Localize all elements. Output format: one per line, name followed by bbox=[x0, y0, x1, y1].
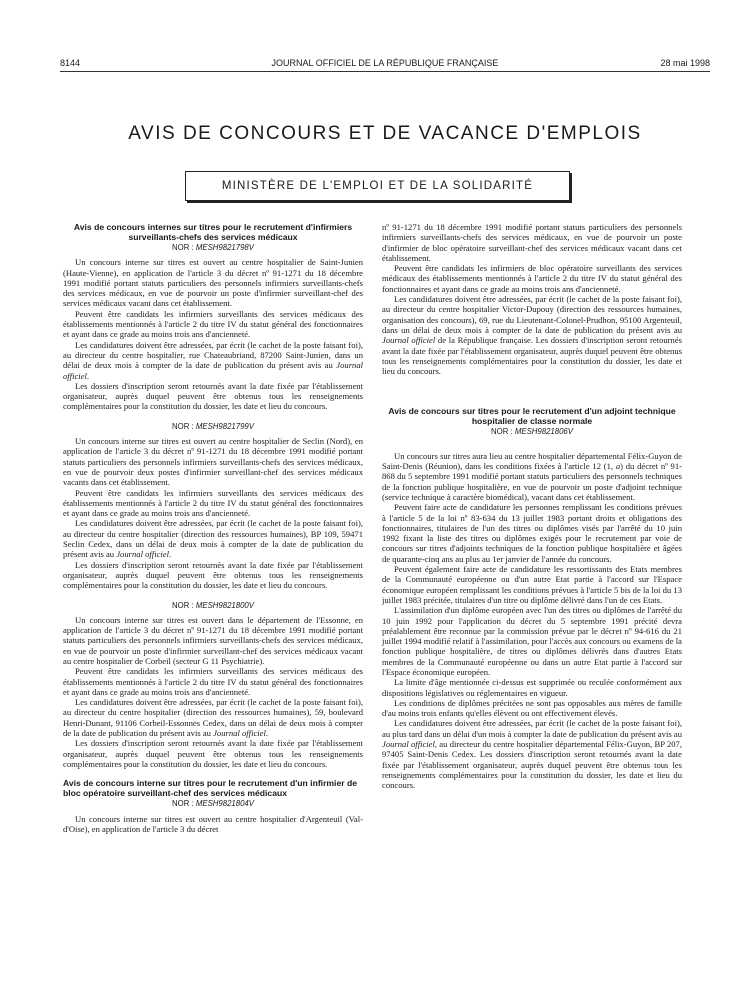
issue-date: 28 mai 1998 bbox=[660, 58, 710, 68]
main-title: AVIS DE CONCOURS ET DE VACANCE D'EMPLOIS bbox=[128, 123, 642, 144]
journal-officiel-ref: Journal officiel bbox=[382, 335, 436, 346]
paragraph: Un concours sur titres aura lieu au centre hospitalier départemental Félix-Guyon de Saint-Denis (Réunion), dans les conditions fixées à l'article 12 (1, a) du décret nº 91-868 du 5 septembre 1991 modifié portant statuts particuliers des personnels techniques de la fonction publique hospitalière, en vue de pourvoir un poste d'adjoint technique (service technique à caractère biomédical), vacant dans cet établissement. bbox=[382, 450, 682, 502]
paragraph: Les conditions de diplômes précitées ne sont pas opposables aux mères de famille d'au moins trois enfants qu'elles élèvent ou ont effectivement élevés. bbox=[382, 697, 682, 719]
paragraph: Les dossiers d'inscription seront retournés avant la date fixée par l'établissement organisateur, auprès duquel peuvent être obtenus tous les renseignements complémentaires pour la constitution du dossier, les date et lieu du concours. bbox=[63, 738, 363, 769]
paragraph: nº 91-1271 du 18 décembre 1991 modifié portant statuts particuliers des personnels infirmiers surveillants-chefs des services médicaux, en vue de pourvoir un poste d'infirmier de bloc opératoire surveillant-chef des services médicaux vacant dans cet établissement. bbox=[382, 222, 682, 263]
journal-officiel-ref: Journal officiel bbox=[213, 728, 266, 739]
right-column bbox=[382, 222, 682, 791]
paragraph: Les dossiers d'inscription seront retournés avant la date fixée par l'établissement organisateur, auprès duquel peuvent être obtenus tous les renseignements complémentaires pour la constitution du dossier, les date et lieu du concours. bbox=[63, 559, 363, 591]
notice-title: Avis de concours interne sur titres pour le recrutement d'un infirmier de bloc opératoire surveillant-chef des services médicaux bbox=[63, 778, 357, 799]
nor-code: MESH9821800V bbox=[195, 600, 254, 610]
paragraph: La limite d'âge mentionnée ci-dessus est supprimée ou reculée conformément aux dispositions législatives ou réglementaires en vigueur. bbox=[382, 677, 682, 698]
notice-title: Avis de concours internes sur titres pour le recrutement d'infirmiers surveillants-chefs des services médicaux bbox=[73, 222, 353, 242]
nor-code: MESH9821806V bbox=[514, 427, 573, 437]
nor-reference: NOR : MESH9821798V bbox=[172, 243, 254, 252]
nor-reference: NOR : MESH9821799V bbox=[172, 421, 254, 431]
paragraph: Un concours interne sur titres est ouvert dans le département de l'Essonne, en application de l'article 3 du décret nº 91-1271 du 18 décembre 1991 modifié portant statuts particuliers des personnels infirmiers surveillants-chefs des services médicaux, en vue de pourvoir un poste d'infirmier surveillant-chef des services médicaux vacant au centre hospitalier de Corbeil (secteur G 11 Psychiatrie). bbox=[63, 614, 363, 666]
paragraph: Les candidatures doivent être adressées, par écrit (le cachet de la poste faisant foi), au directeur du centre hospitalier Victor-Dupouy (direction des ressources humaines, organisation des concours), 69, rue du Lieutenant-Colonel-Prudhon, 95100 Argenteuil, dans un délai de deux mois à compter de la date de publication du présent avis au Journal officiel de la République française. Les dossiers d'inscription seront retournés avant la date fixée par l'établissement organisateur, auprès duquel peuvent être obtenus tous les renseignements complémentaires pour la constitution du dossier, les date et lieu du concours. bbox=[382, 294, 682, 377]
journal-officiel-ref: Journal officiel bbox=[116, 549, 169, 560]
paragraph: Un concours interne sur titres est ouvert au centre hospitalier de Seclin (Nord), en application de l'article 3 du décret nº 91-1271 du 18 décembre 1991 modifié portant statuts particuliers des personnels infirmiers surveillants-chefs des services médicaux, en vue de pourvoir deux postes d'infirmier surveillant-chef des services médicaux vacants dans cet établissement. bbox=[63, 436, 363, 488]
paragraph: L'assimilation d'un diplôme européen avec l'un des titres ou diplômes de l'arrêté du 10 juin 1992 pour l'application du décret du 5 septembre 1991 précité devra préalablement être reconnue par la commission prévue par le décret nº 94-616 du 21 juillet 1994 modifié relatif à l'assimilation, pour l'accès aux concours ou examens de la fonction publique hospitalière, de titres ou diplômes délivrés dans d'autres Etats membres de la Communauté européenne ou dans un autre Etat partie à l'accord sur l'Espace économique européen. bbox=[382, 605, 682, 677]
paragraph: Peuvent faire acte de candidature les personnes remplissant les conditions prévues à l'article 5 de la loi nº 83-634 du 13 juillet 1983 portant droits et obligations des fonctionnaires, titulaires de l'un des titres ou diplômes visés par l'arrêté du 10 juin 1992 fixant la liste des titres ou diplômes exigés pour le recrutement par voie de concours sur titres d'adjoints techniques de la fonction publique hospitalière et âgées de quarante-cinq ans au plus au 1er janvier de l'année du concours. bbox=[382, 502, 682, 564]
nor-code: MESH9821798V bbox=[195, 243, 254, 252]
paragraph: Peuvent également faire acte de candidature les ressortissants des Etats membres de la Communauté européenne ou d'un autre Etat partie à l'accord sur l'Espace économique européen remplissant les conditions prévues à l'article 5 bis de la loi du 13 juillet 1983 précitée, titulaires d'un titre ou diplôme délivré dans l'un de ces Etats. bbox=[382, 564, 682, 605]
running-head bbox=[60, 58, 710, 72]
ministry-box: MINISTÈRE DE L'EMPLOI ET DE LA SOLIDARITÉ bbox=[185, 171, 570, 201]
paragraph: Peuvent être candidats les infirmiers surveillants des services médicaux des établissements mentionnés à l'article 2 du titre IV du statut général des fonctionnaires et ayant dans ce grade au moins trois ans d'ancienneté. bbox=[63, 308, 363, 340]
header-rule bbox=[60, 71, 710, 72]
journal-officiel-ref: Journal officiel bbox=[382, 739, 435, 750]
page-number: 8144 bbox=[60, 58, 81, 68]
paragraph: Les candidatures doivent être adressées, par écrit (le cachet de la poste faisant foi), au plus tard dans un délai d'un mois à compter la date de publication du présent avis au Journal officiel, au directeur du centre hospitalier départemental Félix-Guyon, BP 207, 97405 Saint-Denis Cedex. Les dossiers d'inscription seront retournés avant la date fixée par l'établissement organisateur, auprès duquel peuvent être obtenus tous les renseignements complémentaires pour la constitution du dossier, les date et lieu du concours. bbox=[382, 718, 682, 791]
nor-reference: NOR : MESH9821800V bbox=[172, 600, 254, 610]
paragraph: Un concours interne sur titres est ouvert au centre hospitalier de Saint-Junien (Haute-Vienne), en application de l'article 3 du décret nº 91-1271 du 18 décembre 1991 modifié portant statuts particuliers des personnels infirmiers surveillants-chefs des services médicaux, en vue de pourvoir un poste d'infirmier surveillant-chef des services médicaux vacant dans cet établissement. bbox=[63, 257, 363, 309]
paragraph: Peuvent être candidats les infirmiers surveillants des services médicaux des établissements mentionnés à l'article 2 du titre IV du statut général des fonctionnaires et ayant dans ce grade au moins trois ans d'ancienneté. bbox=[63, 666, 363, 697]
nor-code: MESH9821799V bbox=[195, 421, 254, 431]
journal-title: JOURNAL OFFICIEL DE LA RÉPUBLIQUE FRANÇAISE bbox=[271, 58, 499, 68]
paragraph: Peuvent être candidats les infirmiers surveillants des services médicaux des établissements mentionnés à l'article 2 du titre IV du statut général des fonctionnaires et ayant dans ce grade au moins trois ans d'ancienneté. bbox=[63, 487, 363, 519]
paragraph: Peuvent être candidats les infirmiers de bloc opératoire surveillants des services médicaux des établissements mentionnés à l'article 2 du titre IV du statut général des fonctionnaires et ayant dans ce grade au moins trois ans d'ancienneté. bbox=[382, 263, 682, 294]
paragraph: Les candidatures doivent être adressées, par écrit (le cachet de la poste faisant foi), au directeur du centre hospitalier (direction des ressources humaines), 59, boulevard Henri-Dunant, 91106 Corbeil-Essonnes Cedex, dans un délai de deux mois à compter de la date de publication du présent avis au Journal officiel. bbox=[63, 697, 363, 739]
nor-reference: NOR : MESH9821804V bbox=[172, 799, 254, 809]
left-column bbox=[63, 222, 363, 834]
nor-code: MESH9821804V bbox=[195, 799, 254, 809]
paragraph: Les dossiers d'inscription seront retournés avant la date fixée par l'établissement organisateur, auprès duquel peuvent être obtenus tous les renseignements complémentaires pour la constitution du dossier, les date et lieu du concours. bbox=[63, 380, 363, 412]
paragraph: Un concours interne sur titres est ouvert au centre hospitalier d'Argenteuil (Val-d'Oise), en application de l'article 3 du décret bbox=[63, 813, 363, 834]
journal-officiel-ref: Journal officiel bbox=[63, 360, 364, 381]
paragraph: Les candidatures doivent être adressées, par écrit (le cachet de la poste faisant foi), au directeur du centre hospitalier (direction des ressources humaines), BP 109, 59471 Seclin Cedex, dans un délai de deux mois à compter de la date de publication du présent avis au Journal officiel. bbox=[63, 518, 363, 560]
notice-title: Avis de concours sur titres pour le recrutement d'un adjoint technique hospitalier de classe normale bbox=[388, 406, 676, 427]
paragraph: Les candidatures doivent être adressées, par écrit (le cachet de la poste faisant foi), au directeur du centre hospitalier, rue Chateaubriand, 87200 Saint-Junien, dans un délai de deux mois à compter de la date de publication du présent avis au Journal officiel. bbox=[63, 339, 364, 381]
nor-reference: NOR : MESH9821806V bbox=[491, 427, 573, 437]
